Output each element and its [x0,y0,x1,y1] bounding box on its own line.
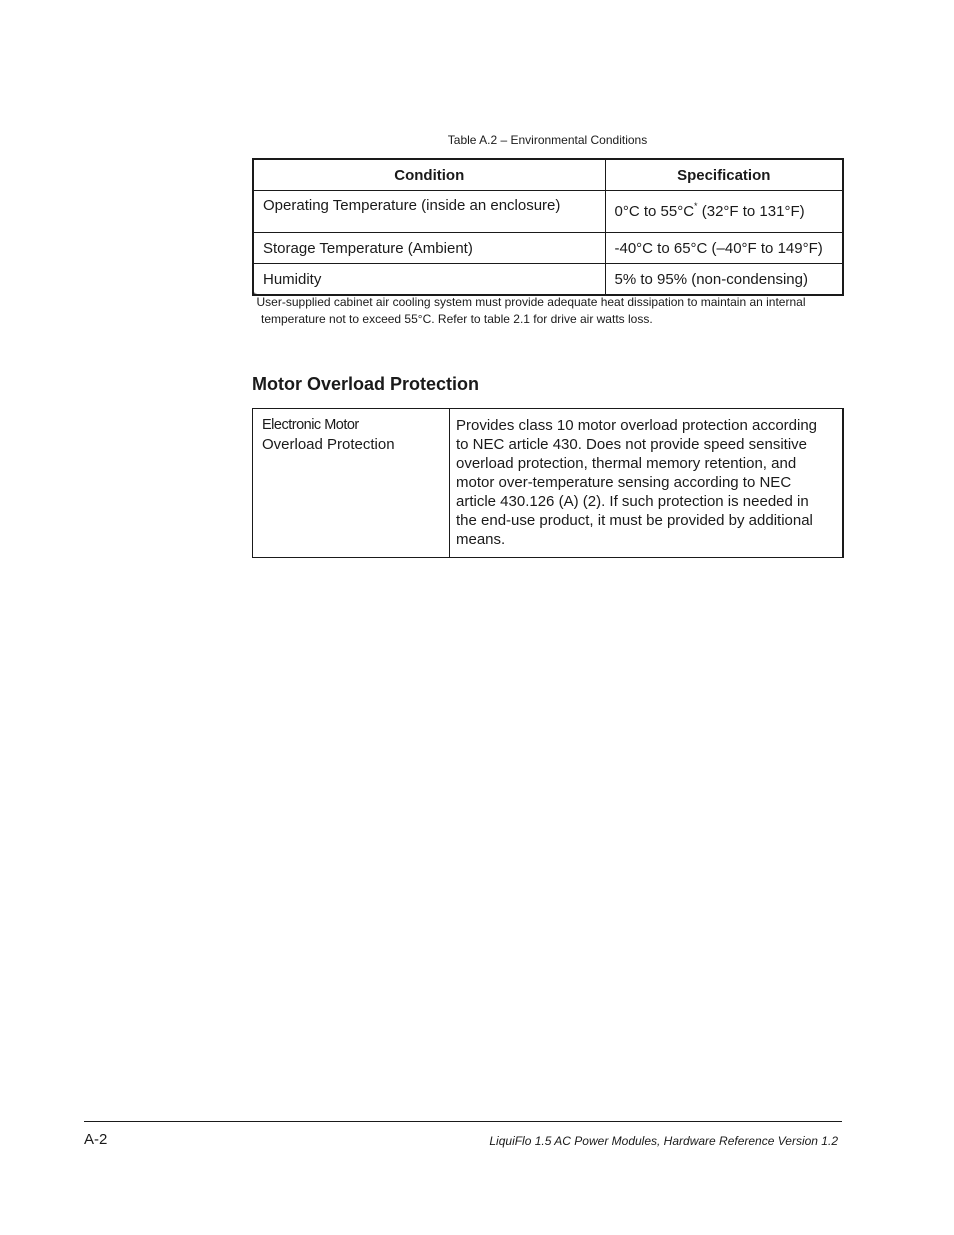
feature-label-line-1: Electronic Motor [262,417,359,433]
condition-cell: Humidity [253,264,605,296]
spec-value: 0°C to 55°C [614,203,695,220]
environmental-conditions-table [252,158,844,296]
specification-cell: -40°C to 65°C (–40°F to 149°F) [605,233,843,264]
footnote-marker: * [694,201,698,211]
specification-cell: 5% to 95% (non-condensing) [605,264,843,296]
column-header-specification: Specification [605,159,843,191]
motor-overload-table [252,408,844,558]
footnote-line-1: User-supplied cabinet air cooling system must provide adequate heat dissipation to maintain an internal [256,295,806,309]
table-footnote [253,291,843,328]
table-header-row [253,159,843,191]
specification-cell [605,191,843,233]
page-number: A-2 [84,1131,108,1148]
table-row [253,233,843,264]
footnote-line-2: temperature not to exceed 55°C. Refer to table 2.1 for drive air watts loss. [261,312,653,326]
condition-cell: Operating Temperature (inside an enclosure) [253,191,605,233]
footer-divider [84,1121,842,1122]
feature-label-cell [253,409,450,558]
table-caption: Table A.2 – Environmental Conditions [447,133,648,147]
section-heading: Motor Overload Protection [252,374,480,394]
spec-value-fahrenheit: (32°F to 131°F) [697,203,805,220]
table-row [253,191,843,233]
column-header-condition: Condition [253,159,605,191]
table-row [253,409,844,558]
footnote-marker: * [253,291,257,301]
table-row [253,264,843,296]
condition-cell: Storage Temperature (Ambient) [253,233,605,264]
feature-description-cell: Provides class 10 motor overload protection according to NEC article 430. Does not provide speed sensitive overload protection, thermal memory retention, and motor over-temperature sensing according to NEC article 430.126 (A) (2). If such protection is needed in the end-use product, it must be provided by additional means. [450,409,844,558]
document-title: LiquiFlo 1.5 AC Power Modules, Hardware Reference Version 1.2 [489,1134,838,1148]
feature-label-line-2: Overload Protection [262,436,395,453]
